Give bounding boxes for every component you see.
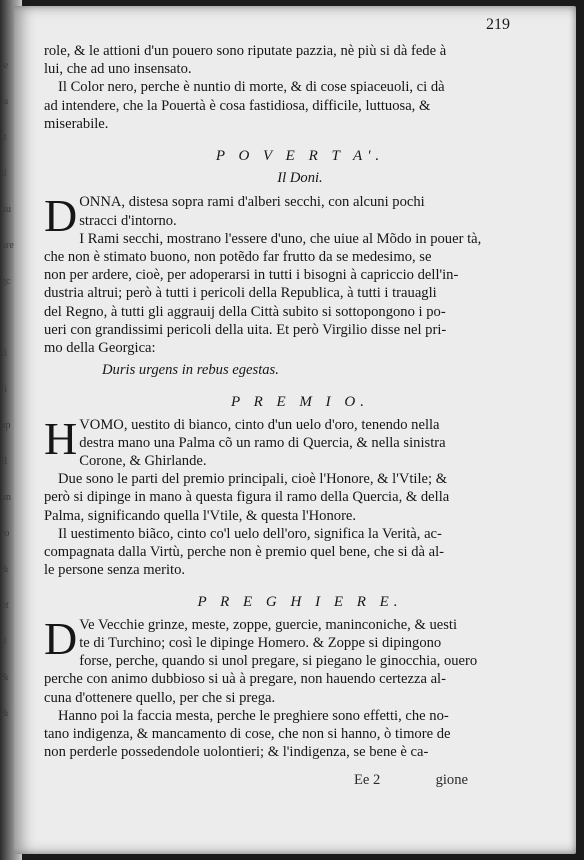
text-line: I Rami secchi, mostrano l'essere d'uno, che uiue al Mõdo in pouer tà, xyxy=(79,230,482,247)
intro-paragraph xyxy=(44,42,556,133)
text-line: ad intendere, che la Pouertà è cosa fastidiosa, difficile, luttuosa, & xyxy=(44,97,431,114)
text-line: tano indigenza, & mancamento di cose, che non si hanno, ò timore de xyxy=(44,725,451,742)
text-line: Il Color nero, perche è nuntio di morte, & di cose spiaceuoli, ci dà xyxy=(58,79,445,96)
edge-fragment: ie xyxy=(1,60,9,71)
edge-fragment: fi xyxy=(1,384,8,395)
edge-fragment: ia xyxy=(1,96,9,107)
text-line: Ve Vecchie grinze, meste, zoppe, guercie, maninconiche, & uesti xyxy=(79,616,458,633)
drop-cap: D xyxy=(44,612,78,664)
edge-fragment: fi xyxy=(1,348,8,359)
text-line: VOMO, uestito di bianco, cinto d'un uelo d'oro, tenendo nella xyxy=(79,416,440,433)
section-paragraph xyxy=(44,470,556,579)
edge-fragment: ure xyxy=(1,240,14,251)
text-line: forse, perche, quando si unol pregare, si piegano le ginocchia, ouero xyxy=(79,653,478,670)
section-first-lines xyxy=(44,412,556,471)
text-line: Due sono le parti del premio principali, cioè l'Honore, & l'Vtile; & xyxy=(58,471,448,488)
text-line: non per ardere, cioè, per adoperarsi in tutti i bisogni à capriccio dell'in- xyxy=(44,267,459,284)
edge-fragment: gc xyxy=(1,276,11,287)
text-line: te di Turchino; così le dipinge Homero. & Zoppe si dipingono xyxy=(79,634,442,651)
text-line: stracci d'intorno. xyxy=(79,212,177,229)
text-line: Il uestimento biãco, cinto co'l uelo dell'oro, significa la Verità, ac- xyxy=(58,525,442,542)
text-line: compagnata dalla Virtù, perche non è premio quel bene, che si dà al- xyxy=(44,544,445,561)
text-line: lui, che ad uno insensato. xyxy=(44,61,192,78)
page-number: 219 xyxy=(486,16,510,33)
edge-fragment: il xyxy=(1,636,7,647)
text-line: che non è stimato buono, non potẽdo far frutto da se medesimo, se xyxy=(44,249,432,266)
section-poverta xyxy=(44,147,556,379)
section-subtitle: Il Doni. xyxy=(277,170,323,187)
edge-fragment: uu xyxy=(1,204,11,215)
section-paragraph xyxy=(44,707,556,762)
text-line: miserabile. xyxy=(44,115,109,132)
section-body xyxy=(44,412,556,580)
section-body xyxy=(44,612,556,762)
section-title: P R E M I O. xyxy=(230,394,370,411)
edge-fragment: il xyxy=(1,168,7,179)
text-line: dustria altrui; però à tutti i pericoli della Republica, à tutti i trauagli xyxy=(44,285,437,302)
text-line: Palma, significando quella l'Vtile, & questa l'Honore. xyxy=(44,507,357,524)
edge-fragment: & xyxy=(1,564,9,575)
section-paragraph xyxy=(44,230,556,357)
edge-fragment: & xyxy=(1,708,9,719)
text-line: non perderle possedendole uolontieri; & l'indigenza, se bene è ca- xyxy=(44,744,429,761)
edge-fragment: nt xyxy=(1,600,9,611)
drop-cap: D xyxy=(44,190,78,242)
section-preghiere xyxy=(44,593,556,761)
section-first-lines xyxy=(44,193,556,229)
section-premio xyxy=(44,393,556,579)
edge-fragment: tt xyxy=(1,132,7,143)
latin-quote: Duris urgens in rebus egestas. xyxy=(102,362,279,379)
catchword: gione xyxy=(435,772,468,788)
text-line: Corone, & Ghirlande. xyxy=(79,453,207,470)
text-line: cuna d'ottenere quello, per che si prega. xyxy=(44,689,276,706)
text-line: Hanno poi la faccia mesta, perche le preghiere sono effetti, che no- xyxy=(58,707,449,724)
edge-fragment: ro xyxy=(1,528,10,539)
text-line: del Regno, à tutti gli aggrauij della Città subito si sottopongono i po- xyxy=(44,303,446,320)
text-line: role, & le attioni d'un pouero sono riputate pazzia, nè più si dà fede à xyxy=(44,43,447,59)
section-body xyxy=(44,190,556,357)
edge-fragment: & xyxy=(1,672,9,683)
section-title: P O V E R T A'. xyxy=(215,148,385,165)
page-body xyxy=(44,42,556,761)
text-line: le persone senza merito. xyxy=(44,562,186,579)
section-first-lines xyxy=(44,612,556,707)
drop-cap: H xyxy=(44,412,78,464)
text-line: destra mano una Palma cõ un ramo di Quercia, & nella sinistra xyxy=(79,434,446,451)
section-title: P R E G H I E R E. xyxy=(197,594,403,611)
signature-mark: Ee 2 xyxy=(354,772,381,788)
text-line: ONNA, distesa sopra rami d'alberi secchi, con alcuni pochi xyxy=(79,194,425,211)
book-page xyxy=(14,6,576,854)
edge-fragment: un xyxy=(1,492,11,503)
edge-fragment: Il xyxy=(1,456,8,467)
text-line: perche con animo dubbioso si uà à pregare, non hauendo certezza al- xyxy=(44,671,446,688)
edge-fragment: ap xyxy=(1,420,11,431)
text-line: però si dipinge in mano à questa figura il ramo della Quercia, & della xyxy=(44,489,450,506)
text-line: ueri con grandissimi pericoli della uita. Et però Virgilio disse nel pri- xyxy=(44,321,447,338)
text-line: mo della Georgica: xyxy=(44,340,156,357)
